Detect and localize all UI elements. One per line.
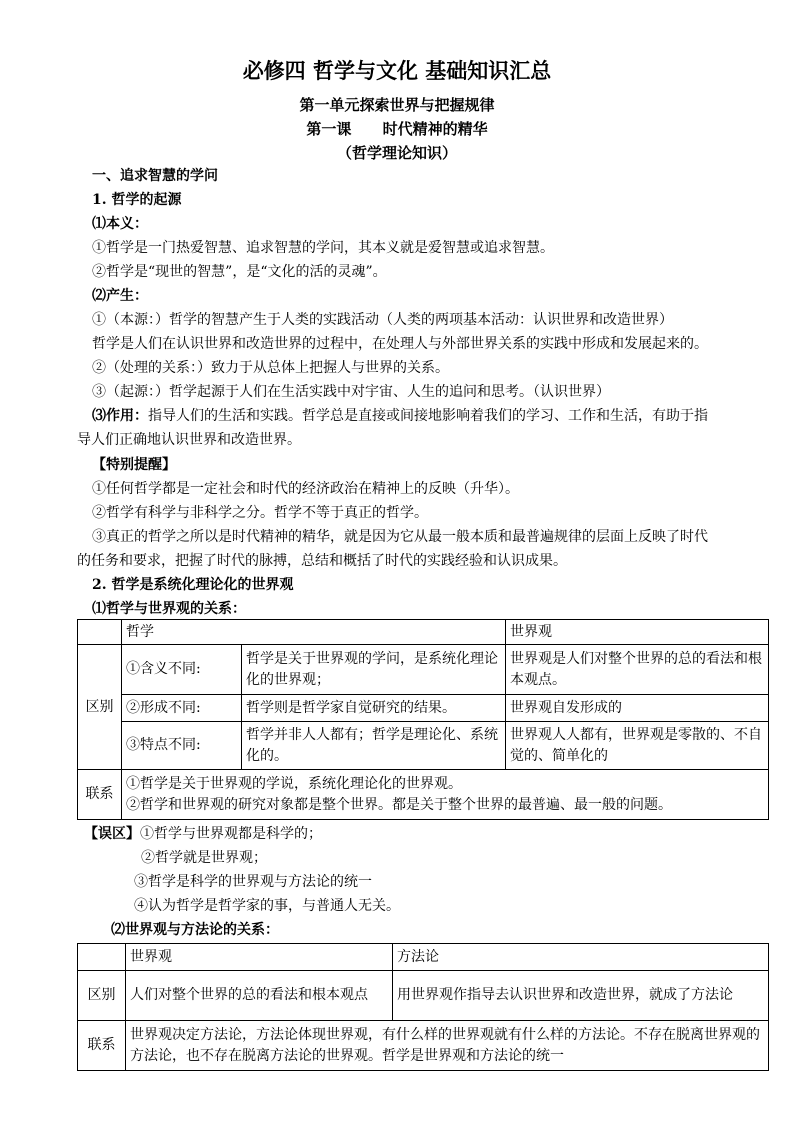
table-header-row xyxy=(78,944,769,971)
misconception-point-3: ③哲学是科学的世界观与方法论的统一 xyxy=(134,874,372,890)
reminder-label: 【特别提醒】 xyxy=(92,457,176,473)
table-row xyxy=(78,1021,769,1071)
meaning-heading: ⑴本义： xyxy=(92,216,148,232)
meaning-point-1: ①哲学是一门热爱智慧、追求智慧的学问，其本义就是爱智慧或追求智慧。 xyxy=(92,240,554,256)
table-row xyxy=(78,695,769,722)
col-header-philosophy: 哲学 xyxy=(122,620,506,645)
philosophy-worldview-table xyxy=(77,619,769,820)
meaning-point-2: ②哲学是“现世的智慧”，是“文化的活的灵魂”。 xyxy=(92,264,387,280)
diff-label-feature: ③特点不同: xyxy=(122,722,242,770)
unit-title: 第一单元探索世界与把握规律 xyxy=(299,96,495,114)
table-row xyxy=(78,645,769,695)
table-row xyxy=(78,971,769,1021)
worldview-method-heading: ⑵世界观与方法论的关系： xyxy=(111,922,279,938)
diff-methodology: 用世界观作指导去认识世界和改造世界，就成了方法论 xyxy=(393,971,769,1021)
diff-feature-philosophy: 哲学并非人人都有；哲学是理论化、系统化的。 xyxy=(242,722,506,770)
diff-formation-worldview: 世界观自发形成的 xyxy=(506,695,769,722)
origin-heading: 1. 哲学的起源 xyxy=(92,192,182,208)
misconception-point-4: ④认为哲学是哲学家的事，与普通人无关。 xyxy=(134,898,400,914)
reminder-point-3: ③真正的哲学之所以是时代精神的精华，就是因为它从最一般本质和最普遍规律的层面上反映了时代 xyxy=(92,529,708,545)
table-corner-cell xyxy=(78,620,122,645)
link-cell xyxy=(122,770,769,820)
row-label-difference: 区别 xyxy=(78,645,122,770)
part1-heading: 一、追求智慧的学问 xyxy=(92,168,218,184)
reminder-point-2: ②哲学有科学与非科学之分。哲学不等于真正的哲学。 xyxy=(92,505,428,521)
table-row xyxy=(78,770,769,820)
diff-feature-worldview: 世界观人人都有，世界观是零散的、不自觉的、简单化的 xyxy=(506,722,769,770)
table-header-row xyxy=(78,620,769,645)
col-header-methodology: 方法论 xyxy=(393,944,769,971)
table-row xyxy=(78,722,769,770)
emergence-point-1: ①（本源：）哲学的智慧产生于人类的实践活动（人类的两项基本活动：认识世界和改造世界） xyxy=(92,312,673,328)
section-note: （哲学理论知识） xyxy=(336,144,457,162)
diff-formation-philosophy: 哲学则是哲学家自觉研究的结果。 xyxy=(242,695,506,722)
diff-worldview: 人们对整个世界的总的看法和根本观点 xyxy=(126,971,393,1021)
link-point-1: ①哲学是关于世界观的学说，系统化理论化的世界观。 xyxy=(126,775,462,792)
diff-label-formation: ②形成不同: xyxy=(122,695,242,722)
worldview-method-table xyxy=(77,943,769,1071)
emergence-point-1-cont: 哲学是人们在认识世界和改造世界的过程中，在处理人与外部世界关系的实践中形成和发展起来的。 xyxy=(92,336,708,352)
function-heading: ⑶作用： xyxy=(92,408,148,424)
misconception-label: 【误区】 xyxy=(84,826,140,842)
reminder-point-1: ①任何哲学都是一定社会和时代的经济政治在精神上的反映（升华）。 xyxy=(92,481,519,497)
col-header-worldview: 世界观 xyxy=(506,620,769,645)
worldview-heading: 2. 哲学是系统化理论化的世界观 xyxy=(92,577,294,593)
link-cell: 世界观决定方法论，方法论体现世界观，有什么样的世界观就有什么样的方法论。不存在脱离世界观的方法论，也不存在脱离方法论的世界观。哲学是世界观和方法论的统一 xyxy=(126,1021,769,1071)
lesson-title: 第一课 时代精神的精华 xyxy=(306,120,488,138)
misconception-point-1: ①哲学与世界观都是科学的； xyxy=(140,826,322,842)
col-header-worldview: 世界观 xyxy=(126,944,393,971)
diff-meaning-worldview: 世界观是人们对整个世界的总的看法和根本观点。 xyxy=(506,645,769,695)
emergence-heading: ⑵产生： xyxy=(92,288,148,304)
function-text-cont: 导人们正确地认识世界和改造世界。 xyxy=(77,432,301,448)
link-point-2: ②哲学和世界观的研究对象都是整个世界。都是关于整个世界的最普遍、最一般的问题。 xyxy=(126,796,672,813)
function-paragraph xyxy=(92,406,708,426)
function-text: 指导人们的生活和实践。哲学总是直接或间接地影响着我们的学习、工作和生活，有助于指 xyxy=(148,408,708,424)
table-corner-cell xyxy=(78,944,126,971)
page-title: 必修四 哲学与文化 基础知识汇总 xyxy=(242,58,552,83)
misconception-line-1 xyxy=(84,824,322,844)
diff-label-meaning: ①含义不同: xyxy=(122,645,242,695)
reminder-point-3-cont: 的任务和要求，把握了时代的脉搏，总结和概括了时代的实践经验和认识成果。 xyxy=(77,553,567,569)
emergence-point-2: ②（处理的关系：）致力于从总体上把握人与世界的关系。 xyxy=(92,360,449,376)
emergence-point-3: ③（起源：）哲学起源于人们在生活实践中对宇宙、人生的追问和思考。（认识世界） xyxy=(92,384,610,400)
philosophy-worldview-heading: ⑴哲学与世界观的关系： xyxy=(92,601,246,617)
misconception-point-2: ②哲学就是世界观； xyxy=(141,850,267,866)
row-label-difference: 区别 xyxy=(78,971,126,1021)
row-label-link: 联系 xyxy=(78,1021,126,1071)
row-label-link: 联系 xyxy=(78,770,122,820)
diff-meaning-philosophy: 哲学是关于世界观的学问，是系统化理论化的世界观； xyxy=(242,645,506,695)
